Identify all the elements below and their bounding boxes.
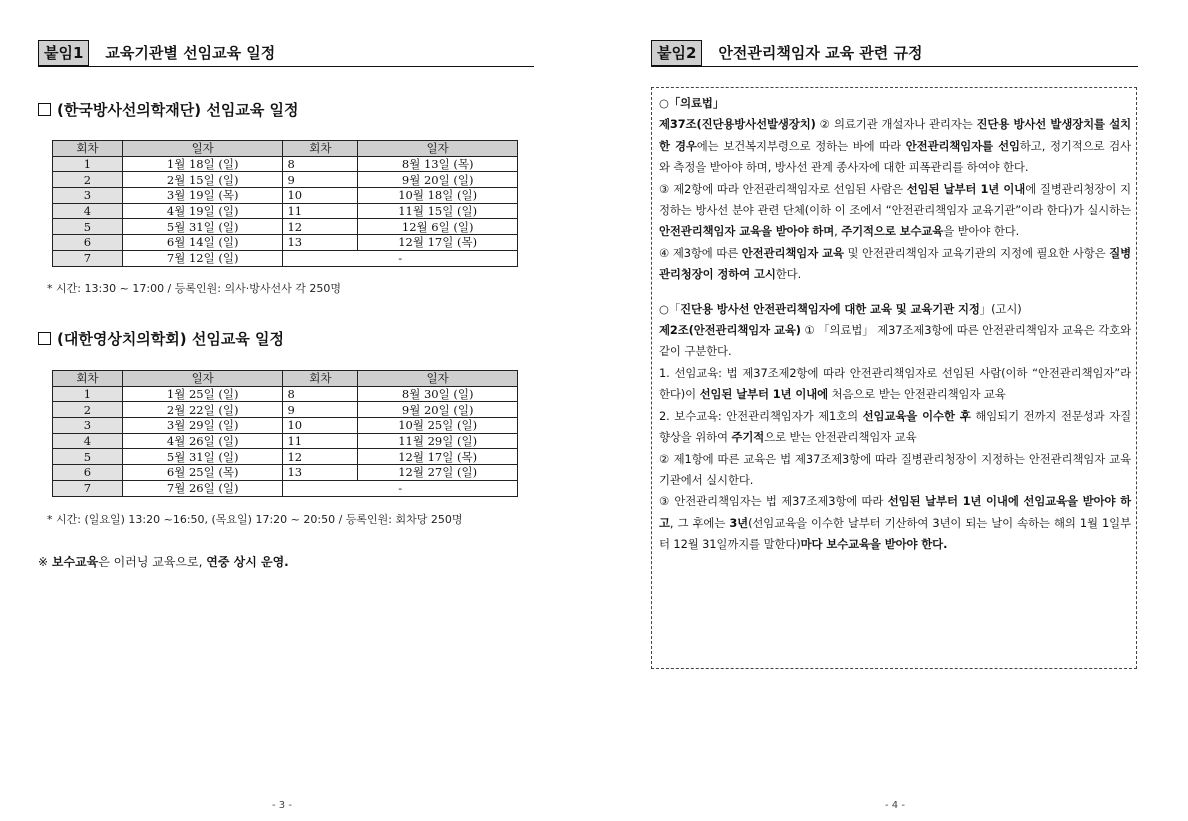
session-number: 10	[283, 418, 358, 434]
attachment-tag: 붙임1	[38, 40, 89, 66]
column-header: 회차	[53, 141, 123, 157]
session-date: 5월 31일 (일)	[122, 449, 283, 465]
table-row	[53, 465, 518, 481]
table-row	[53, 235, 518, 251]
session-date: 7월 12일 (일)	[122, 250, 283, 266]
table-row	[53, 480, 518, 496]
session-number: 8	[283, 156, 358, 172]
session-date: 7월 26일 (일)	[122, 480, 283, 496]
schedule-note-1: * 시간: 13:30 ~ 17:00 / 등록인원: 의사·방사선사 각 250명	[47, 282, 341, 295]
session-date: 12월 27일 (일)	[358, 465, 518, 481]
session-number: 12	[283, 219, 358, 235]
session-number: 13	[283, 235, 358, 251]
session-date: 9월 20일 (일)	[358, 402, 518, 418]
checkbox-square-icon	[38, 332, 51, 345]
session-date: 1월 18일 (일)	[122, 156, 283, 172]
table-row	[53, 188, 518, 204]
session-number: 11	[283, 433, 358, 449]
maintenance-remark: ※ 보수교육은 이러닝 교육으로, 연중 상시 운영.	[38, 555, 289, 569]
table-row	[53, 449, 518, 465]
table-row	[53, 418, 518, 434]
session-date: 1월 25일 (일)	[122, 386, 283, 402]
table-row	[53, 156, 518, 172]
column-header: 일자	[358, 141, 518, 157]
right-page-header	[651, 40, 922, 66]
article-37-para-3: ③ 제2항에 따라 안전관리책임자로 선임된 사람은 선임된 날부터 1년 이내에 질병관리청장이 지정하는 방사선 분야 관련 단체(이하 이 조에서 “안전관리책임자 교육기관”이라 한다)가 실시하는 안전관리책임자 교육을 받아야 하며, 주기적으로 보수교육을 받아야 한다.	[659, 181, 1131, 239]
table-row	[53, 386, 518, 402]
session-date: 12월 17일 (목)	[358, 449, 518, 465]
session-number: 8	[283, 386, 358, 402]
session-number: 3	[53, 188, 123, 204]
section-title-2: (대한영상치의학회) 선임교육 일정	[38, 329, 284, 349]
session-number: 6	[53, 235, 123, 251]
session-number: 3	[53, 418, 123, 434]
attachment-tag: 붙임2	[651, 40, 702, 66]
schedule-table-1	[52, 140, 518, 267]
session-date: 10월 25일 (일)	[358, 418, 518, 434]
page-number: - 3 -	[272, 800, 292, 811]
schedule-note-2: * 시간: (일요일) 13:20 ~16:50, (목요일) 17:20 ~ 20:50 / 등록인원: 회차당 250명	[47, 513, 463, 526]
session-number: 1	[53, 386, 123, 402]
session-number: 10	[283, 188, 358, 204]
session-number: 6	[53, 465, 123, 481]
table-row	[53, 433, 518, 449]
session-number: 7	[53, 480, 123, 496]
column-header: 일자	[122, 141, 283, 157]
header-rule	[651, 66, 1138, 67]
session-date: 2월 15일 (일)	[122, 172, 283, 188]
table-row	[53, 172, 518, 188]
session-number: 11	[283, 203, 358, 219]
column-header: 일자	[358, 371, 518, 387]
header-rule	[38, 66, 534, 67]
session-date: 11월 15일 (일)	[358, 203, 518, 219]
session-number: 7	[53, 250, 123, 266]
session-date: 11월 29일 (일)	[358, 433, 518, 449]
session-number: 1	[53, 156, 123, 172]
left-page-header	[38, 40, 275, 66]
session-date: 3월 19일 (목)	[122, 188, 283, 204]
page-number: - 4 -	[885, 800, 905, 811]
article-2-item-2: 2. 보수교육: 안전관리책임자가 제1호의 선임교육을 이수한 후 해임되기 전까지 전문성과 자질 향상을 위하여 주기적으로 받는 안전관리책임자 교육	[659, 408, 1132, 445]
session-date: 3월 29일 (일)	[122, 418, 283, 434]
column-header: 회차	[53, 371, 123, 387]
session-date: 12월 17일 (목)	[358, 235, 518, 251]
session-date: 6월 25일 (목)	[122, 465, 283, 481]
table-row	[53, 402, 518, 418]
session-date: 8월 30일 (일)	[358, 386, 518, 402]
empty-cell: -	[283, 250, 518, 266]
session-date: 9월 20일 (일)	[358, 172, 518, 188]
schedule-table-2	[52, 370, 518, 497]
session-date: 8월 13일 (목)	[358, 156, 518, 172]
page-title: 교육기관별 선임교육 일정	[105, 44, 276, 62]
session-number: 9	[283, 172, 358, 188]
table-row	[53, 250, 518, 266]
checkbox-square-icon	[38, 103, 51, 116]
session-number: 13	[283, 465, 358, 481]
table-header-row	[53, 371, 518, 387]
article-2: 제2조(안전관리책임자 교육) ① 「의료법」 제37조제3항에 따른 안전관리책임자 교육은 각호와 같이 구분한다.	[659, 323, 1131, 359]
law-heading-medical: ○「의료법」	[659, 96, 725, 110]
table-row	[53, 219, 518, 235]
session-date: 5월 31일 (일)	[122, 219, 283, 235]
page-title: 안전관리책임자 교육 관련 규정	[718, 44, 923, 62]
session-number: 2	[53, 172, 123, 188]
article-37-para-4: ④ 제3항에 따른 안전관리책임자 교육 및 안전관리책임자 교육기관의 지정에 필요한 사항은 질병관리청장이 정하여 고시한다.	[659, 245, 1131, 282]
session-date: 10월 18일 (일)	[358, 188, 518, 204]
session-number: 4	[53, 203, 123, 219]
session-date: 2월 22일 (일)	[122, 402, 283, 418]
column-header: 회차	[283, 371, 358, 387]
table-row	[53, 203, 518, 219]
article-2-para-3: ③ 안전관리책임자는 법 제37조제3항에 따라 선임된 날부터 1년 이내에 선임교육을 받아야 하고, 그 후에는 3년(선임교육을 이수한 날부터 기산하여 3년이 되는 날이 속하는 해의 1월 1일부터 12월 31일까지를 말한다)마다 보수교육을 받아야 한다.	[659, 494, 1131, 552]
law-heading-notice: ○「진단용 방사선 안전관리책임자에 대한 교육 및 교육기관 지정」(고시)	[659, 301, 1022, 316]
empty-cell: -	[283, 480, 518, 496]
article-2-para-2: ② 제1항에 따른 교육은 법 제37조제3항에 따라 질병관리청장이 지정하는 안전관리책임자 교육기관에서 실시한다.	[659, 451, 1131, 487]
session-number: 5	[53, 449, 123, 465]
section-title-1: (한국방사선의학재단) 선임교육 일정	[38, 100, 299, 120]
article-37: 제37조(진단용방사선발생장치) ② 의료기관 개설자나 관리자는 진단용 방사선 발생장치를 설치한 경우에는 보건복지부령으로 정하는 바에 따라 안전관리책임자를 선임하고, 정기적으로 검사와 측정을 받아야 하며, 방사선 관계 종사자에 대한 피폭관리를 하여야 한다.	[659, 117, 1131, 175]
session-date: 12월 6일 (일)	[358, 219, 518, 235]
session-number: 9	[283, 402, 358, 418]
regulation-box	[651, 87, 1137, 669]
session-number: 12	[283, 449, 358, 465]
session-number: 4	[53, 433, 123, 449]
column-header: 일자	[122, 371, 283, 387]
article-2-item-1: 1. 선임교육: 법 제37조제2항에 따라 안전관리책임자로 선임된 사람(이하 “안전관리책임자”라 한다)이 선임된 날부터 1년 이내에 처음으로 받는 안전관리책임자 교육	[659, 365, 1131, 402]
session-date: 6월 14일 (일)	[122, 235, 283, 251]
session-date: 4월 26일 (일)	[122, 433, 283, 449]
table-header-row	[53, 141, 518, 157]
column-header: 회차	[283, 141, 358, 157]
session-number: 2	[53, 402, 123, 418]
session-date: 4월 19일 (일)	[122, 203, 283, 219]
session-number: 5	[53, 219, 123, 235]
